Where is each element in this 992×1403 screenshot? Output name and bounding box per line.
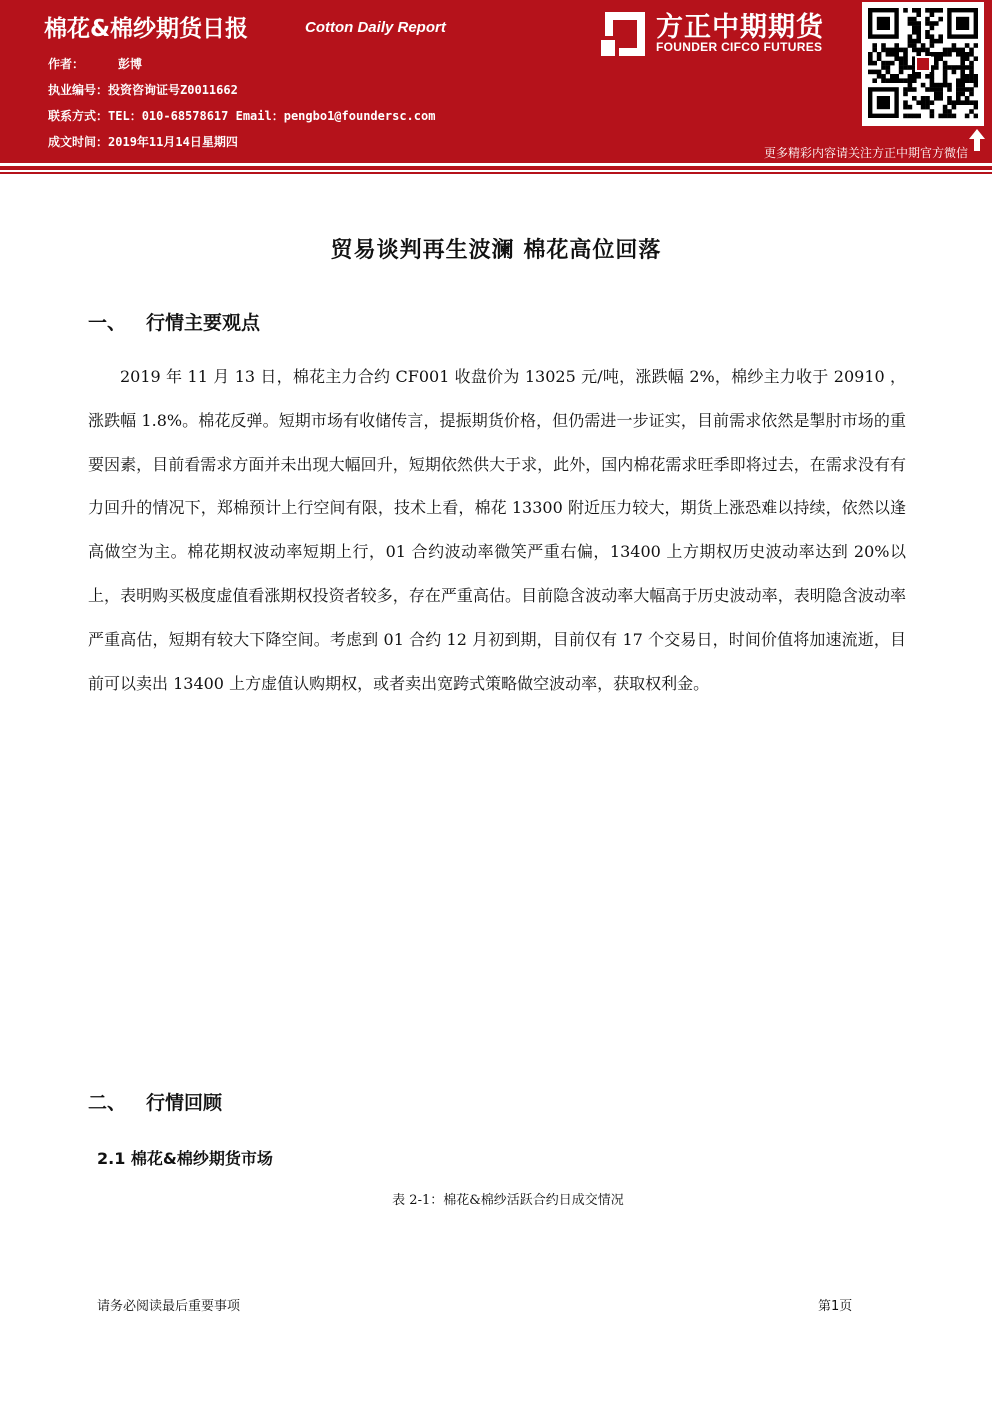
header-divider — [0, 166, 992, 170]
meta-value: 2019年11月14日星期四 — [108, 135, 238, 149]
license-line — [48, 81, 238, 98]
founder-logo-icon — [597, 8, 649, 60]
author-line — [48, 55, 142, 72]
section-heading-2 — [88, 1088, 222, 1115]
report-subtitle: Cotton Daily Report — [305, 19, 446, 36]
document-title: 贸易谈判再生波澜 棉花高位回落 — [330, 238, 662, 263]
meta-value: TEL：010-68578617 Email：pengbo1@foundersc.com — [108, 109, 436, 123]
section-title: 行情回顾 — [146, 1092, 223, 1114]
subsection-heading: 2.1 棉花&棉纱期货市场 — [97, 1149, 273, 1168]
wechat-follow-note: 更多精彩内容请关注方正中期官方微信 — [763, 146, 968, 160]
arrow-up-icon — [968, 128, 986, 152]
qr-code-icon — [868, 8, 978, 120]
meta-label: 联系方式： — [48, 109, 109, 123]
section-heading-1 — [88, 308, 260, 335]
footer-notice: 请务必阅读最后重要事项 — [97, 1299, 241, 1314]
date-line — [48, 133, 238, 150]
company-logo-english: FOUNDER CIFCO FUTURES — [656, 40, 823, 54]
meta-value: 彭博 — [118, 57, 143, 71]
header-divider-thin — [0, 172, 992, 174]
section-number: 二、 — [88, 1092, 127, 1114]
market-view-paragraph: 2019 年 11 月 13 日，棉花主力合约 CF001 收盘价为 13025 元/吨，涨跌幅 2%，棉纱主力收于 20910 ，涨跌幅 1.8%。棉花反弹。短期市场有收储传言，提振期货价格，但仍需进一步证实，目前需求依然是掣肘市场的重要因素，目前看需求方面并未出现大幅回升，短期依然供大于求，此外，国内棉花需求旺季即将过去，在需求没有有力回升的情况下，郑棉预计上行空间有限，技术上看，棉花 13300 附近压力较大，期货上涨恐难以持续，依然以逢高做空为主。棉花期权波动率短期上行，01 合约波动率微笑严重右偏，13400 上方期权历史波动率达到 20%以上，表明购买极度虚值看涨期权投资者较多，存在严重高估。目前隐含波动率大幅高于历史波动率，表明隐含波动率严重高估，短期有较大下降空间。考虑到 01 合约 12 月初到期，目前仅有 17 个交易日，时间价值将加速流逝，目前可以卖出 13400 上方虚值认购期权，或者卖出宽跨式策略做空波动率，获取权利金。 — [88, 367, 906, 693]
company-logo-text: 方正中期期货 — [656, 12, 824, 43]
meta-label: 作者： — [48, 57, 85, 71]
page-number: 第1页 — [818, 1299, 853, 1314]
table-caption: 表 2-1：棉花&棉纱活跃合约日成交情况 — [392, 1193, 624, 1208]
meta-value: 投资咨询证号Z0011662 — [108, 83, 238, 97]
section-title: 行情主要观点 — [146, 312, 261, 334]
meta-label: 执业编号： — [48, 83, 109, 97]
section-number: 一、 — [88, 312, 127, 334]
report-header-banner — [0, 0, 992, 163]
report-title: 棉花&棉纱期货日报 — [44, 16, 249, 42]
contact-line — [48, 107, 435, 124]
wechat-qr-code — [862, 2, 984, 126]
meta-label: 成文时间： — [48, 135, 109, 149]
